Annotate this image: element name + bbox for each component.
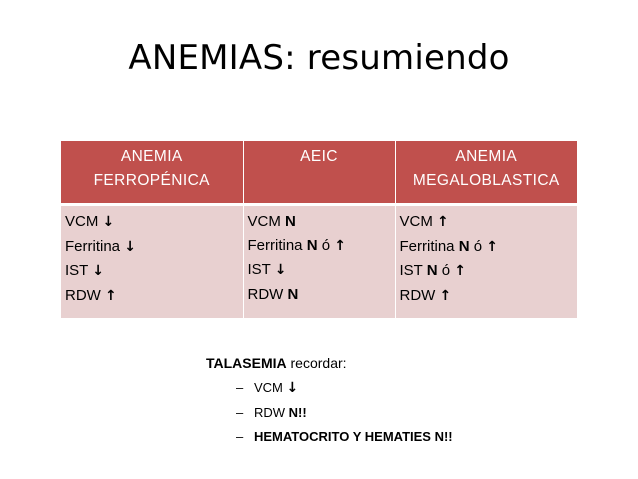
cell-label: Ferritina <box>65 237 121 255</box>
item-label: VCM <box>254 380 283 395</box>
header-cell-1 <box>61 141 243 205</box>
item-label: RDW <box>254 405 286 420</box>
cell-line <box>400 235 574 260</box>
thalassemia-note <box>206 352 453 447</box>
cell-label: Ferritina <box>399 237 455 255</box>
note-heading-bold: TALASEMIA <box>206 355 287 371</box>
cell-line <box>400 284 574 309</box>
arrow-down-icon: ↓ <box>102 214 115 230</box>
table-cell-3 <box>395 205 577 319</box>
header-line: MEGALOBLASTICA <box>412 172 560 189</box>
note-heading <box>206 352 453 374</box>
cell-label: VCM <box>65 213 99 230</box>
cell-line <box>248 234 391 259</box>
list-item <box>236 377 453 399</box>
table-cell-2 <box>243 205 395 319</box>
cell-bold-value: N <box>306 236 318 254</box>
header-line: FERROPÉNICA <box>93 172 210 189</box>
note-list <box>206 377 453 447</box>
cell-label: IST <box>399 262 423 279</box>
cell-label: RDW <box>65 286 101 304</box>
table-header-row <box>61 141 577 205</box>
cell-label: VCM <box>247 213 281 230</box>
cell-connector: ó <box>321 236 331 254</box>
cell-label: RDW <box>399 286 436 304</box>
arrow-down-icon: ↓ <box>124 238 136 255</box>
arrow-up-icon: ↑ <box>439 287 452 304</box>
header-line: AEIC <box>300 148 338 165</box>
arrow-up-icon: ↑ <box>437 214 449 230</box>
cell-bold-value: N <box>287 285 299 303</box>
cell-line <box>65 284 239 309</box>
cell-label: VCM <box>399 213 433 230</box>
arrow-down-icon: ↓ <box>274 262 287 278</box>
header-cell-2 <box>243 141 395 205</box>
list-item <box>236 402 453 423</box>
cell-label: RDW <box>247 285 284 303</box>
cell-connector: ó <box>473 237 483 255</box>
cell-label: Ferritina <box>247 236 303 254</box>
cell-label: IST <box>65 262 89 279</box>
table-row <box>61 205 577 319</box>
note-heading-rest: recordar: <box>286 355 347 371</box>
cell-line <box>248 283 391 307</box>
arrow-down-icon: ↓ <box>92 263 104 279</box>
table-cell-1 <box>61 205 243 319</box>
arrow-up-icon: ↑ <box>486 238 498 255</box>
item-bold: HEMATOCRITO Y HEMATIES N!! <box>254 429 453 444</box>
cell-bold-value: N <box>426 262 438 279</box>
arrow-up-icon: ↑ <box>454 263 467 279</box>
list-item <box>236 426 453 447</box>
arrow-up-icon: ↑ <box>105 287 117 304</box>
arrow-up-icon: ↑ <box>334 237 346 254</box>
cell-line <box>400 259 574 284</box>
bullet-dash: – <box>236 405 244 420</box>
arrow-down-icon: ↓ <box>286 380 299 396</box>
header-line: ANEMIA <box>120 148 183 165</box>
cell-line <box>248 258 391 283</box>
header-cell-3 <box>395 141 577 205</box>
cell-bold-value: N <box>458 237 470 255</box>
cell-line <box>65 235 239 260</box>
slide-title: ANEMIAS: resumiendo <box>128 38 510 78</box>
cell-line <box>248 210 391 234</box>
cell-bold-value: N <box>285 213 296 230</box>
header-line: ANEMIA <box>455 148 518 165</box>
item-bold: N!! <box>288 405 307 420</box>
cell-connector: ó <box>441 262 451 279</box>
bullet-dash: – <box>236 380 244 395</box>
cell-line <box>65 259 239 284</box>
cell-line <box>400 210 574 235</box>
bullet-dash: – <box>236 429 244 444</box>
anemia-summary-table <box>61 141 577 318</box>
cell-line <box>65 210 239 235</box>
cell-label: IST <box>247 261 271 278</box>
